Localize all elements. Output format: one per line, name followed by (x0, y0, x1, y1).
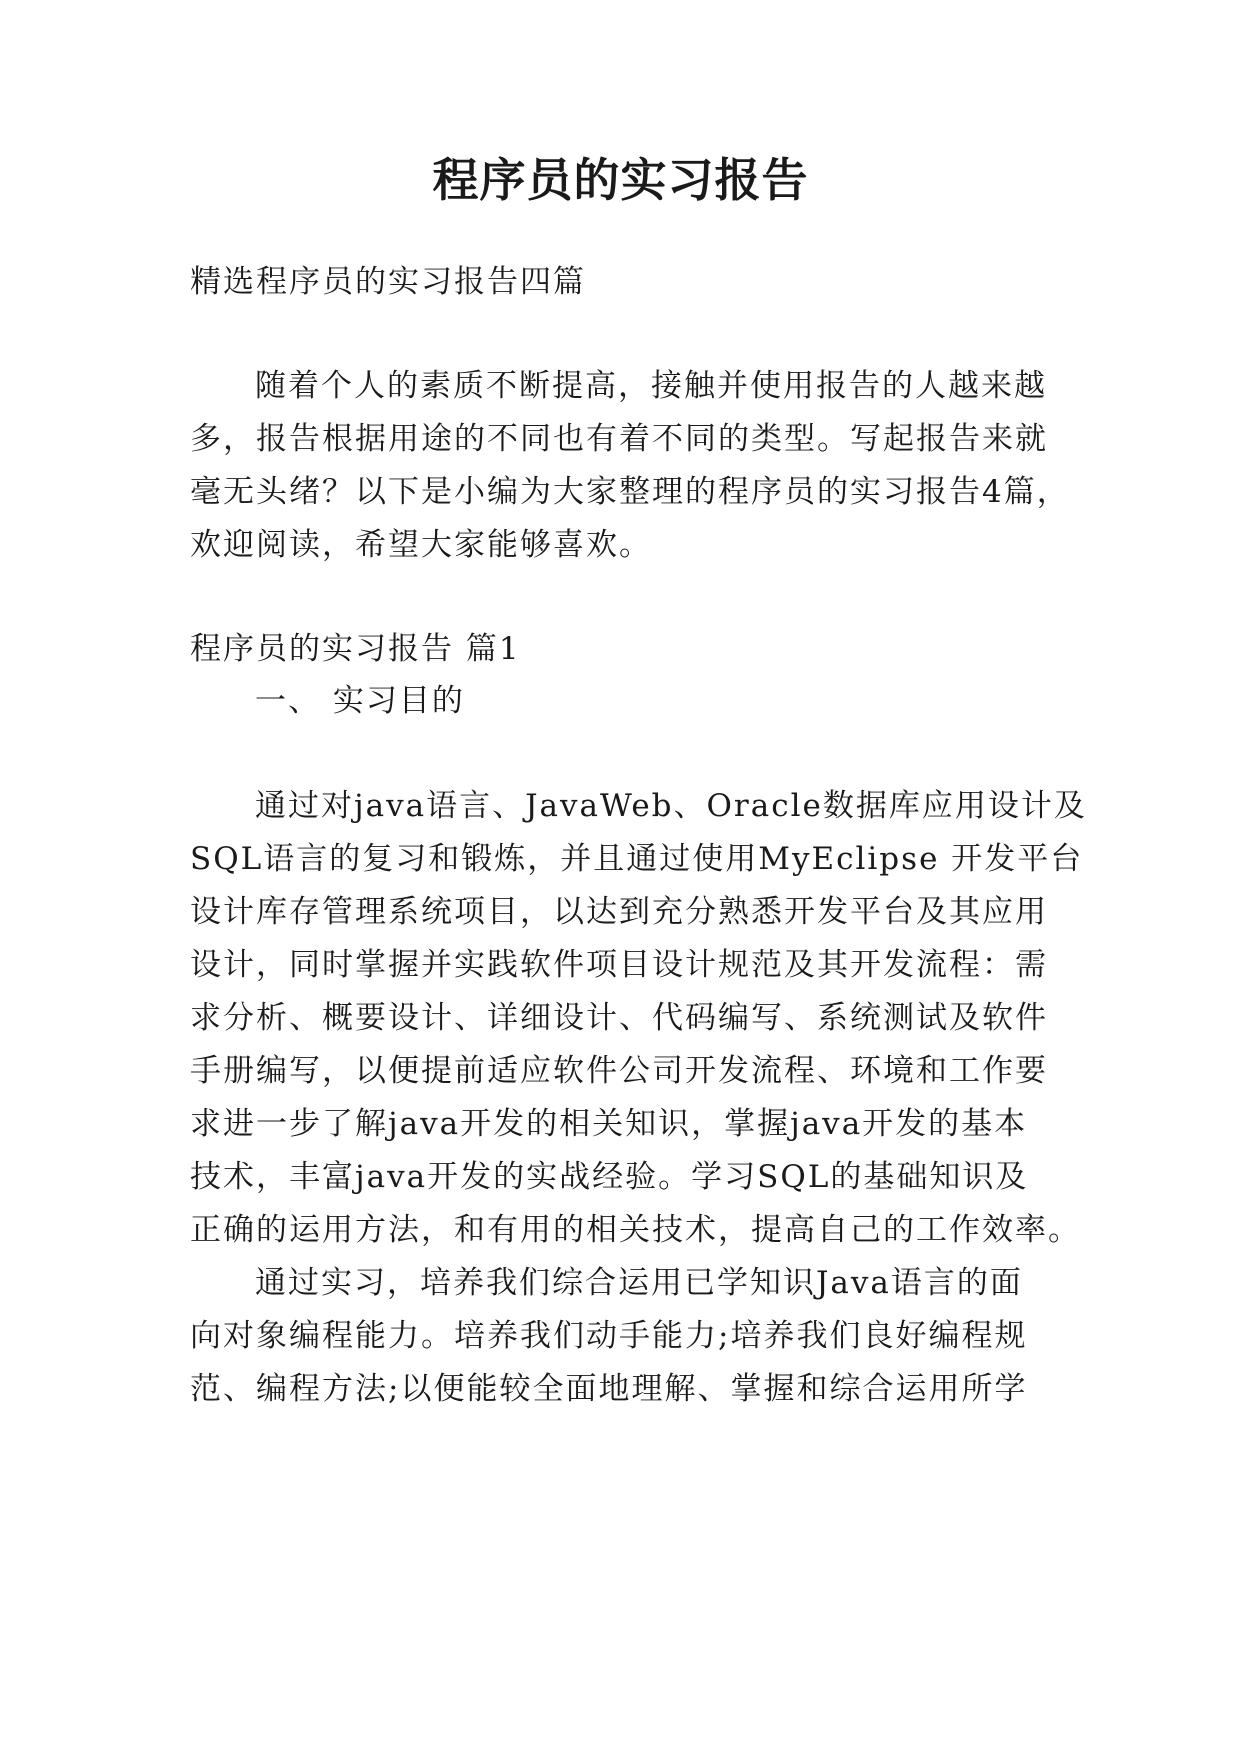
intro-line-3: 毫无头绪？以下是小编为大家整理的程序员的实习报告4篇， (190, 474, 1070, 510)
intro-line-4: 欢迎阅读，希望大家能够喜欢。 (190, 527, 652, 563)
body-line-12: 范、编程方法;以便能较全面地理解、掌握和综合运用所学 (190, 1371, 1028, 1407)
body-line-9: 正确的运用方法，和有用的相关技术，提高自己的工作效率。 (190, 1212, 1081, 1248)
document-subtitle: 精选程序员的实习报告四篇 (190, 264, 586, 300)
intro-line-1: 随着个人的素质不断提高，接触并使用报告的人越来越 (255, 368, 1047, 404)
section-title: 程序员的实习报告 篇1 (190, 631, 521, 667)
body-line-6: 手册编写，以便提前适应软件公司开发流程、环境和工作要 (190, 1053, 1048, 1089)
body-line-8: 技术，丰富java开发的实战经验。学习SQL的基础知识及 (190, 1159, 1029, 1195)
body-line-2: SQL语言的复习和锻炼，并且通过使用MyEclipse 开发平台 (190, 841, 1084, 877)
section-heading: 一、 实习目的 (255, 683, 465, 719)
body-line-10: 通过实习，培养我们综合运用已学知识Java语言的面 (255, 1265, 1023, 1301)
body-line-3: 设计库存管理系统项目，以达到充分熟悉开发平台及其应用 (190, 894, 1048, 930)
body-line-4: 设计，同时掌握并实践软件项目设计规范及其开发流程：需 (190, 947, 1048, 983)
body-line-1: 通过对java语言、JavaWeb、Oracle数据库应用设计及 (255, 788, 1087, 824)
body-line-5: 求分析、概要设计、详细设计、代码编写、系统测试及软件 (190, 1000, 1048, 1036)
body-line-11: 向对象编程能力。培养我们动手能力;培养我们良好编程规 (190, 1318, 1028, 1354)
document-title: 程序员的实习报告 (432, 153, 809, 207)
body-line-7: 求进一步了解java开发的相关知识，掌握java开发的基本 (190, 1106, 1028, 1142)
intro-line-2: 多，报告根据用途的不同也有着不同的类型。写起报告来就 (190, 421, 1048, 457)
